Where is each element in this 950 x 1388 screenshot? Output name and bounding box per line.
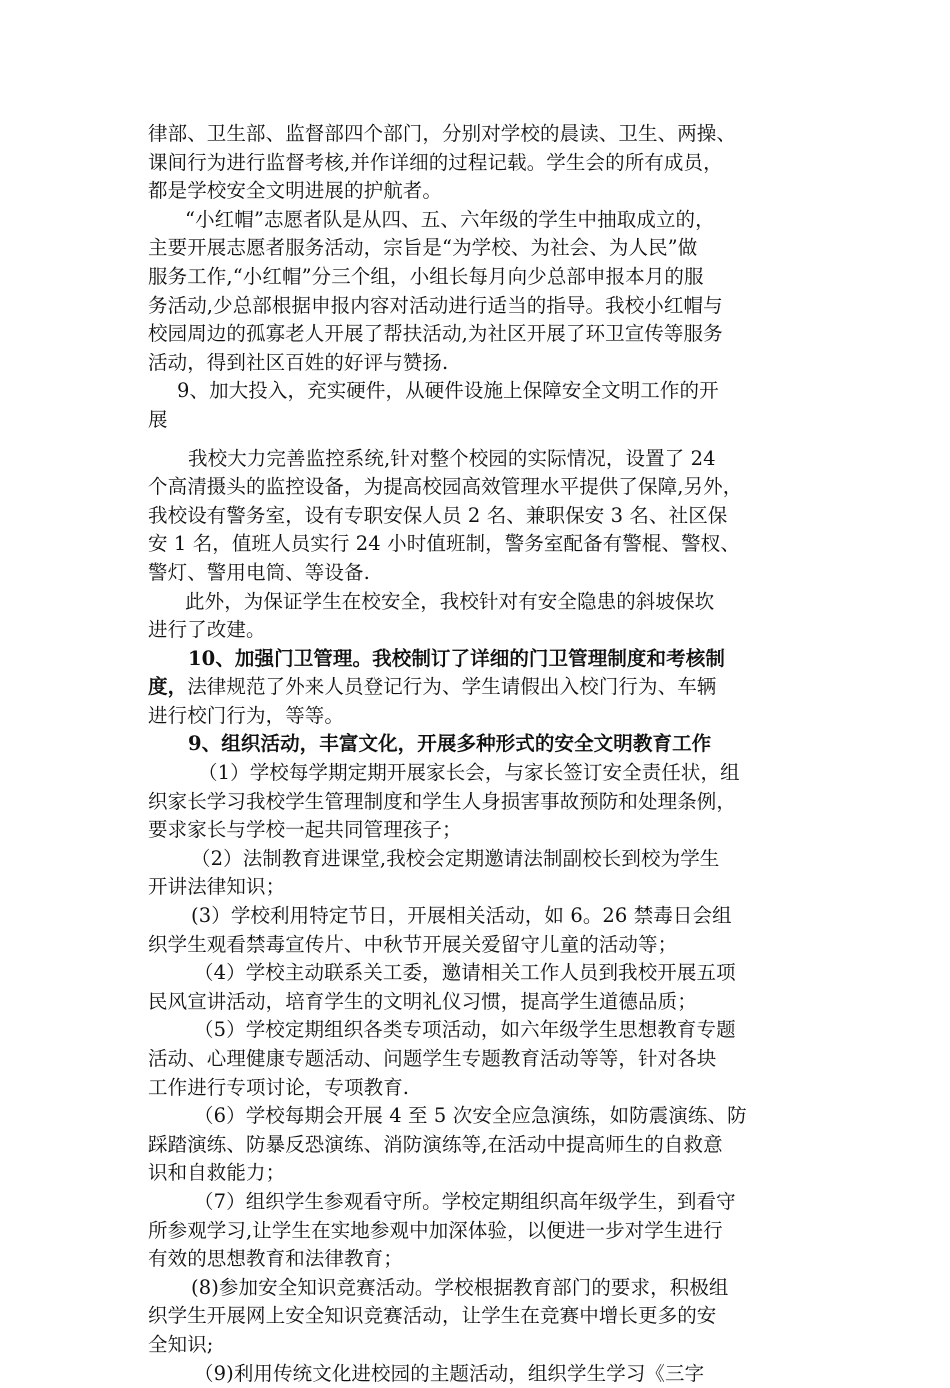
text-line [148, 645, 808, 674]
text-line: 个高清摄头的监控设备，为提高校园高效管理水平提供了保障,另外， [148, 475, 743, 499]
text-line: 校园周边的孤寡老人开展了帮扶活动,为社区开展了环卫宣传等服务 [148, 322, 723, 346]
text-line: 我校设有警务室，设有专职安保人员 2 名、兼职保安 3 名、社区保 [148, 503, 728, 527]
text-line: 服务工作,“小红帽”分三个组，小组长每月向少总部申报本月的服 [148, 264, 704, 288]
text-line: 工作进行专项讨论，专项教育. [148, 1075, 410, 1099]
text-line: 主要开展志愿者服务活动，宗旨是“为学校、为社会、为人民”做 [148, 236, 698, 260]
text-line: 此外，为保证学生在校安全，我校针对有安全隐患的斜坡保坎 [185, 589, 715, 613]
text-line: 律部、卫生部、监督部四个部门，分别对学校的晨读、卫生、两操、 [148, 122, 737, 145]
text-line: （4）学校主动联系关工委，邀请相关工作人员到我校开展五项 [194, 961, 736, 985]
text-line: 课间行为进行监督考核,并作详细的过程记载。学生会的所有成员， [148, 150, 723, 174]
text-line: 进行了改建。 [148, 618, 266, 642]
text-line: （1）学校每学期定期开展家长会，与家长签订安全责任状，组 [198, 761, 740, 785]
text-line: 全知识; [148, 1332, 214, 1356]
text-line: 开讲法律知识； [148, 875, 286, 899]
text-line: （9)利用传统文化进校园的主题活动，组织学生学习《三字 [194, 1361, 705, 1385]
text-line [148, 673, 808, 702]
text-line: 所参观学习,让学生在实地参观中加深体验，以便进一步对学生进行 [148, 1218, 723, 1242]
document-page [148, 120, 808, 1388]
text-span: 法律规范了外来人员登记行为、学生请假出入校门行为、车辆 [187, 675, 717, 699]
text-line: “小红帽”志愿者队是从四、五、六年级的学生中抽取成立的， [185, 207, 715, 231]
text-line: 进行校门行为，等等。 [148, 703, 345, 727]
text-line: 活动、心理健康专题活动、问题学生专题教育活动等等，针对各块 [148, 1047, 717, 1070]
text-line: 我校大力完善监控系统,针对整个校园的实际情况，设置了 24 [188, 446, 716, 470]
text-line: （5）学校定期组织各类专项活动，如六年级学生思想教育专题 [194, 1018, 736, 1042]
text-line: 识和自救能力； [148, 1161, 286, 1185]
text-line: (3）学校利用特定节日，开展相关活动，如 6。26 禁毒日会组 [191, 904, 732, 928]
bold-text: 度， [148, 675, 188, 699]
bold-text: 10、加强门卫管理。我校制订了详细的门卫管理制度和考核制 [188, 646, 725, 670]
text-line: （7）组织学生参观看守所。学校定期组织高年级学生，到看守 [194, 1189, 736, 1213]
text-line: 民风宣讲活动，培育学生的文明礼仪习惯，提高学生道德品质； [148, 989, 697, 1013]
text-line: 活动，得到社区百姓的好评与赞扬. [148, 350, 449, 374]
text-line: （2）法制教育进课堂,我校会定期邀请法制副校长到校为学生 [191, 846, 720, 870]
text-line: 都是学校安全文明进展的护航者。 [148, 179, 443, 203]
section-heading: 9、组织活动，丰富文化，开展多种形式的安全文明教育工作 [188, 732, 712, 756]
text-line: 织学生开展网上安全知识竞赛活动，让学生在竞赛中增长更多的安 [148, 1304, 717, 1328]
section-heading: 9、加大投入，充实硬件，从硬件设施上保障安全文明工作的开 [177, 379, 719, 403]
text-line: 织学生观看禁毒宣传片、中秋节开展关爱留守儿童的活动等； [148, 932, 678, 956]
text-line: 警灯、警用电筒、等设备. [148, 560, 370, 584]
text-line: 有效的思想教育和法律教育； [148, 1247, 403, 1271]
text-line: 织家长学习我校学生管理制度和学生人身损害事故预防和处理条例， [148, 789, 737, 813]
text-line: 要求家长与学校一起共同管理孩子； [148, 818, 462, 842]
text-line: （6）学校每期会开展 4 至 5 次安全应急演练，如防震演练、防 [194, 1104, 747, 1128]
text-line: (8)参加安全知识竞赛活动。学校根据教育部门的要求，积极组 [191, 1275, 729, 1299]
text-line: 安 1 名，值班人员实行 24 小时值班制，警务室配备有警棍、警杈、 [148, 532, 740, 556]
text-line: 踩踏演练、防暴反恐演练、消防演练等,在活动中提高师生的自救意 [148, 1132, 723, 1156]
text-line: 务活动,少总部根据申报内容对活动进行适当的指导。我校小红帽与 [148, 293, 723, 317]
text-line: 展 [148, 407, 168, 431]
